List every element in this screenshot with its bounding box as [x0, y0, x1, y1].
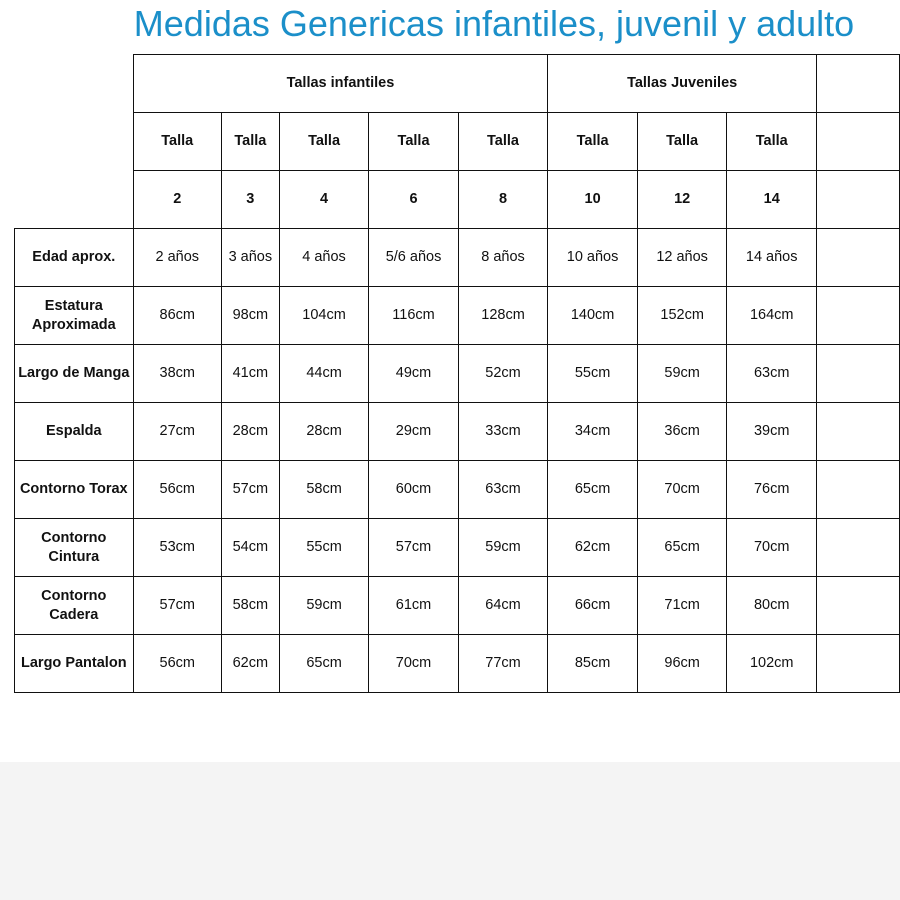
measurement-cell: 86cm	[133, 287, 221, 345]
measurement-cell: 70cm	[637, 461, 727, 519]
measurement-cell: 53cm	[133, 519, 221, 577]
measurement-cell: 41cm	[221, 345, 279, 403]
truncated-cell	[816, 577, 899, 635]
measurement-cell: 36cm	[637, 403, 727, 461]
measurement-rows	[15, 229, 900, 693]
measurement-cell: 57cm	[369, 519, 458, 577]
footer-band	[0, 762, 900, 900]
measurement-cell: 10 años	[548, 229, 638, 287]
measurement-cell: 63cm	[458, 461, 548, 519]
table-row	[15, 461, 900, 519]
group-header-row	[15, 55, 900, 113]
measurement-cell: 4 años	[279, 229, 369, 287]
row-label: Contorno Cintura	[15, 519, 134, 577]
measurement-cell: 34cm	[548, 403, 638, 461]
row-label: Largo de Manga	[15, 345, 134, 403]
size-number-row	[15, 171, 900, 229]
measurement-cell: 55cm	[548, 345, 638, 403]
size-number: 2	[133, 171, 221, 229]
measurement-cell: 12 años	[637, 229, 727, 287]
talla-label: Talla	[369, 113, 458, 171]
table-row	[15, 345, 900, 403]
table-row	[15, 577, 900, 635]
row-label: Estatura Aproximada	[15, 287, 134, 345]
empty-corner-cell	[15, 171, 134, 229]
measurement-cell: 57cm	[133, 577, 221, 635]
size-number: 3	[221, 171, 279, 229]
talla-label-row	[15, 113, 900, 171]
truncated-cell	[816, 171, 899, 229]
measurement-cell: 49cm	[369, 345, 458, 403]
measurement-cell: 14 años	[727, 229, 817, 287]
measurement-cell: 96cm	[637, 635, 727, 693]
measurement-cell: 62cm	[221, 635, 279, 693]
measurement-cell: 152cm	[637, 287, 727, 345]
measurement-cell: 59cm	[458, 519, 548, 577]
measurement-cell: 39cm	[727, 403, 817, 461]
measurement-cell: 27cm	[133, 403, 221, 461]
size-number: 6	[369, 171, 458, 229]
measurement-cell: 33cm	[458, 403, 548, 461]
measurement-cell: 64cm	[458, 577, 548, 635]
measurement-cell: 66cm	[548, 577, 638, 635]
measurement-cell: 65cm	[548, 461, 638, 519]
measurement-cell: 116cm	[369, 287, 458, 345]
measurement-cell: 80cm	[727, 577, 817, 635]
table-row	[15, 403, 900, 461]
size-number: 10	[548, 171, 638, 229]
measurement-cell: 44cm	[279, 345, 369, 403]
measurement-cell: 56cm	[133, 635, 221, 693]
truncated-cell	[816, 635, 899, 693]
measurement-cell: 77cm	[458, 635, 548, 693]
size-number: 4	[279, 171, 369, 229]
truncated-cell	[816, 229, 899, 287]
table-row	[15, 229, 900, 287]
table-row	[15, 519, 900, 577]
truncated-cell	[816, 403, 899, 461]
talla-label: Talla	[279, 113, 369, 171]
talla-label: Talla	[727, 113, 817, 171]
table-row	[15, 287, 900, 345]
measurement-cell: 28cm	[279, 403, 369, 461]
row-label: Largo Pantalon	[15, 635, 134, 693]
measurement-cell: 128cm	[458, 287, 548, 345]
measurement-cell: 8 años	[458, 229, 548, 287]
measurement-cell: 59cm	[279, 577, 369, 635]
size-number: 12	[637, 171, 727, 229]
talla-label: Talla	[637, 113, 727, 171]
talla-label: Talla	[221, 113, 279, 171]
measurement-cell: 63cm	[727, 345, 817, 403]
measurement-cell: 164cm	[727, 287, 817, 345]
group-header-infantiles: Tallas infantiles	[133, 55, 548, 113]
measurement-cell: 104cm	[279, 287, 369, 345]
measurement-cell: 70cm	[727, 519, 817, 577]
talla-label: Talla	[133, 113, 221, 171]
measurement-cell: 140cm	[548, 287, 638, 345]
measurement-cell: 62cm	[548, 519, 638, 577]
measurement-cell: 71cm	[637, 577, 727, 635]
measurement-cell: 85cm	[548, 635, 638, 693]
group-header-truncated	[816, 55, 899, 113]
measurement-cell: 65cm	[637, 519, 727, 577]
measurement-cell: 65cm	[279, 635, 369, 693]
truncated-cell	[816, 345, 899, 403]
measurement-cell: 60cm	[369, 461, 458, 519]
talla-label: Talla	[458, 113, 548, 171]
measurement-cell: 98cm	[221, 287, 279, 345]
size-table	[14, 54, 900, 693]
truncated-cell	[816, 113, 899, 171]
truncated-cell	[816, 461, 899, 519]
measurement-cell: 58cm	[221, 577, 279, 635]
group-header-juveniles: Tallas Juveniles	[548, 55, 817, 113]
row-label: Espalda	[15, 403, 134, 461]
table-row	[15, 635, 900, 693]
page-title: Medidas Genericas infantiles, juvenil y adulto	[133, 3, 855, 44]
measurement-cell: 5/6 años	[369, 229, 458, 287]
measurement-cell: 56cm	[133, 461, 221, 519]
row-label: Edad aprox.	[15, 229, 134, 287]
measurement-cell: 3 años	[221, 229, 279, 287]
size-number: 8	[458, 171, 548, 229]
row-label: Contorno Torax	[15, 461, 134, 519]
measurement-cell: 61cm	[369, 577, 458, 635]
measurement-cell: 52cm	[458, 345, 548, 403]
empty-corner-cell	[15, 113, 134, 171]
measurement-cell: 28cm	[221, 403, 279, 461]
size-number: 14	[727, 171, 817, 229]
measurement-cell: 102cm	[727, 635, 817, 693]
empty-corner-cell	[15, 55, 134, 113]
measurement-cell: 59cm	[637, 345, 727, 403]
measurement-cell: 70cm	[369, 635, 458, 693]
measurement-cell: 54cm	[221, 519, 279, 577]
measurement-cell: 76cm	[727, 461, 817, 519]
truncated-cell	[816, 519, 899, 577]
measurement-cell: 58cm	[279, 461, 369, 519]
row-label: Contorno Cadera	[15, 577, 134, 635]
measurement-cell: 2 años	[133, 229, 221, 287]
measurement-cell: 57cm	[221, 461, 279, 519]
measurement-cell: 38cm	[133, 345, 221, 403]
measurement-cell: 29cm	[369, 403, 458, 461]
measurement-cell: 55cm	[279, 519, 369, 577]
truncated-cell	[816, 287, 899, 345]
talla-label: Talla	[548, 113, 638, 171]
